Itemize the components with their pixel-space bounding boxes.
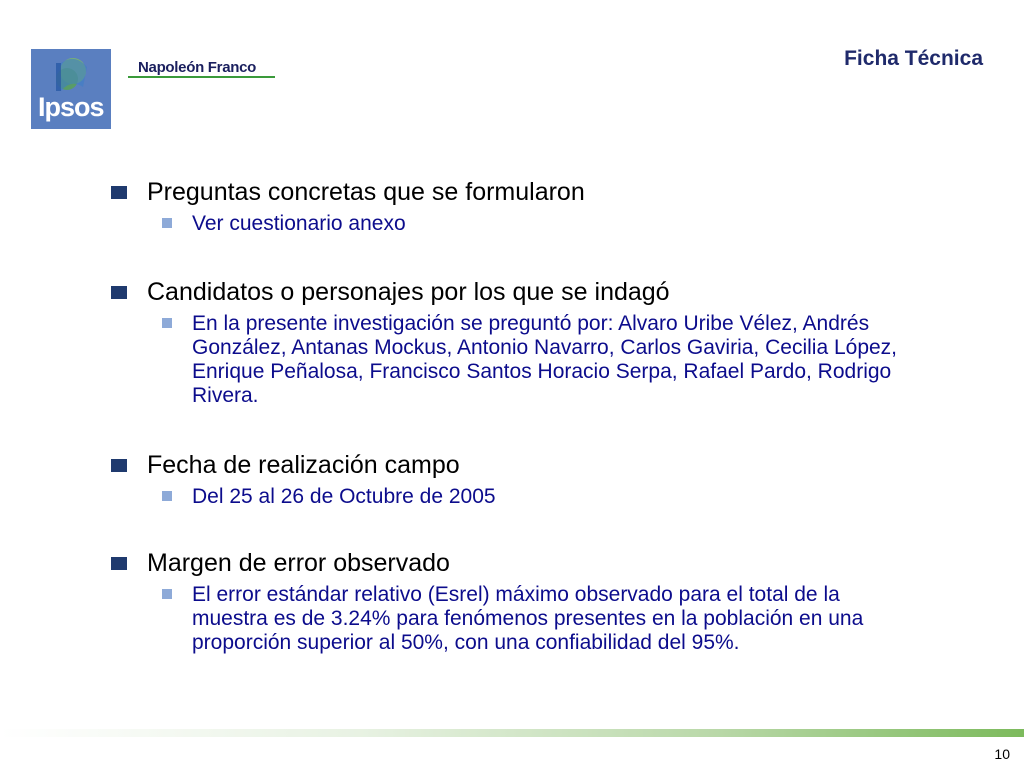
small-square-bullet-icon [162, 589, 172, 599]
square-bullet-icon [111, 186, 127, 199]
section-heading [110, 450, 930, 480]
section-body [192, 312, 912, 408]
slide-title: Ficha Técnica [844, 47, 983, 70]
section-heading [110, 177, 930, 207]
small-square-bullet-icon [162, 218, 172, 228]
ipsos-logo [31, 49, 111, 129]
section-heading [110, 548, 930, 578]
square-bullet-icon [111, 557, 127, 570]
section-heading-text: Preguntas concretas que se formularon [147, 178, 585, 206]
small-square-bullet-icon [162, 318, 172, 328]
section-candidates [110, 277, 930, 408]
section-body [192, 485, 912, 509]
page-number: 10 [994, 746, 1010, 762]
logo-text: Ipsos [38, 92, 104, 122]
square-bullet-icon [111, 459, 127, 472]
section-date [110, 450, 930, 509]
footer-gradient-bar [0, 729, 1024, 737]
section-heading-text: Margen de error observado [147, 549, 450, 577]
brand-name: Napoleón Franco [138, 59, 257, 76]
section-heading-text: Candidatos o personajes por los que se indagó [147, 278, 670, 306]
section-heading-text: Fecha de realización campo [147, 451, 460, 479]
section-body-text: Del 25 al 26 de Octubre de 2005 [192, 485, 496, 508]
brand-underline [128, 76, 275, 78]
section-body [192, 212, 912, 236]
square-bullet-icon [111, 286, 127, 299]
section-body-text: En la presente investigación se preguntó por: Alvaro Uribe Vélez, Andrés González, Antanas Mockus, Antonio Navarro, Carlos Gaviria, Cecilia López, Enrique Peñalosa, Francisco Santos Horacio Serpa, Rafael Pardo, Rodrigo Rivera. [192, 312, 898, 407]
small-square-bullet-icon [162, 491, 172, 501]
section-questions [110, 177, 930, 236]
section-body-text: El error estándar relativo (Esrel) máximo observado para el total de la muestra es de 3.24% para fenómenos presentes en la población en una proporción superior al 50%, con una confiabilidad del 95%. [192, 583, 864, 654]
section-error-margin [110, 548, 930, 655]
section-heading [110, 277, 930, 307]
section-body-text: Ver cuestionario anexo [192, 212, 406, 235]
section-body [192, 583, 912, 655]
